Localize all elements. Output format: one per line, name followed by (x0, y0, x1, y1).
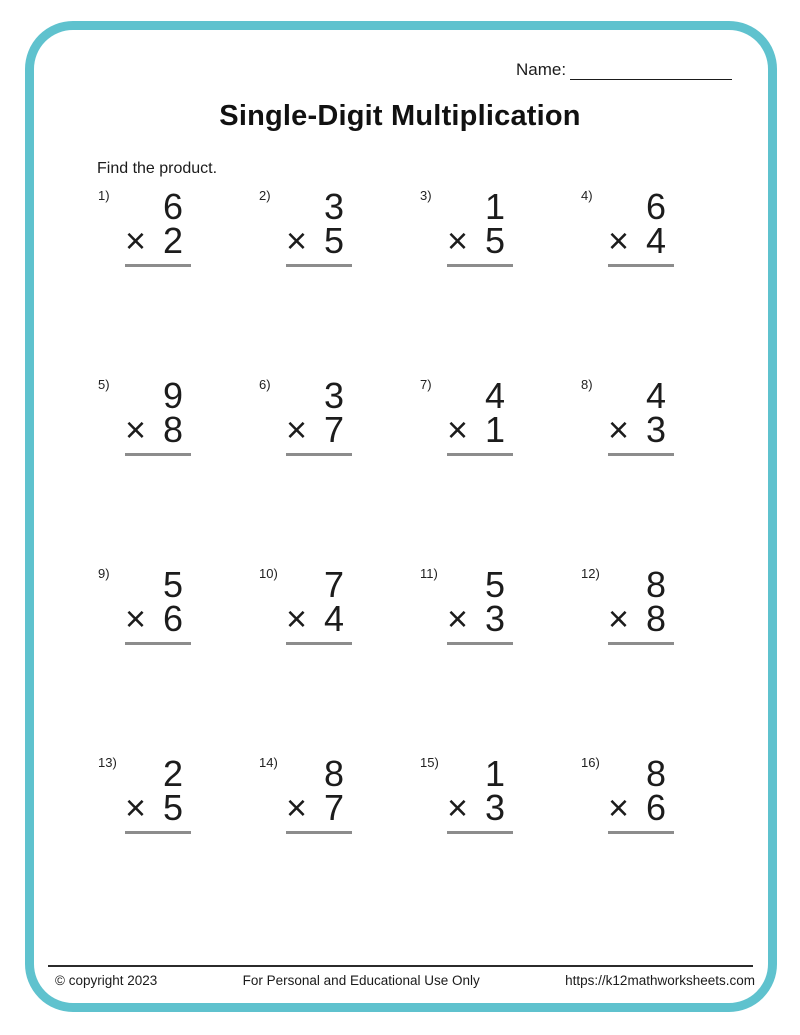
problem-work (447, 375, 513, 456)
problem-cell (259, 566, 420, 755)
multiplicand: 3 (323, 186, 344, 227)
multiplication-sign: × (286, 787, 308, 828)
multiplication-sign: × (286, 598, 308, 639)
problem-cell (581, 188, 742, 377)
problem-number: 8) (581, 377, 593, 392)
problem-work (286, 753, 352, 834)
multiplier: 7 (323, 787, 344, 828)
problem-work (286, 375, 352, 456)
footer-usage: For Personal and Educational Use Only (242, 973, 480, 988)
answer-line (447, 831, 513, 834)
problem-cell (420, 566, 581, 755)
answer-line (125, 831, 191, 834)
multiplication-sign: × (125, 409, 147, 450)
answer-line (447, 264, 513, 267)
answer-line (447, 642, 513, 645)
problem-number: 7) (420, 377, 432, 392)
multiplier: 4 (323, 598, 344, 639)
problem-cell (98, 755, 259, 944)
problem-work (125, 564, 191, 645)
problem-work (447, 564, 513, 645)
multiplication-sign: × (286, 220, 308, 261)
problem-number: 1) (98, 188, 110, 203)
answer-line (286, 453, 352, 456)
name-blank-line (570, 64, 732, 80)
problem-cell (259, 188, 420, 377)
multiplier: 6 (162, 598, 183, 639)
problem-number: 5) (98, 377, 110, 392)
problem-number: 2) (259, 188, 271, 203)
footer-divider (48, 965, 753, 967)
name-row (516, 60, 732, 80)
problem-cell (420, 755, 581, 944)
problem-number: 12) (581, 566, 600, 581)
multiplicand: 6 (162, 186, 183, 227)
multiplier: 3 (484, 787, 505, 828)
problem-work (286, 186, 352, 267)
problem-number: 16) (581, 755, 600, 770)
multiplication-sign: × (125, 220, 147, 261)
multiplication-sign: × (447, 220, 469, 261)
multiplication-sign: × (608, 409, 630, 450)
multiplication-sign: × (608, 787, 630, 828)
multiplicand: 2 (162, 753, 183, 794)
problem-cell (98, 566, 259, 755)
problem-number: 13) (98, 755, 117, 770)
worksheet-title: Single-Digit Multiplication (219, 100, 581, 132)
answer-line (125, 264, 191, 267)
answer-line (286, 264, 352, 267)
problem-work (447, 753, 513, 834)
multiplier: 2 (162, 220, 183, 261)
problem-number: 11) (420, 566, 438, 581)
answer-line (125, 642, 191, 645)
footer-copyright: © copyright 2023 (55, 973, 158, 988)
problem-work (608, 753, 674, 834)
multiplication-sign: × (447, 598, 469, 639)
multiplicand: 6 (645, 186, 666, 227)
problem-number: 3) (420, 188, 432, 203)
multiplier: 5 (323, 220, 344, 261)
answer-line (608, 831, 674, 834)
problem-work (608, 375, 674, 456)
multiplicand: 5 (162, 564, 183, 605)
multiplicand: 8 (645, 564, 666, 605)
multiplication-sign: × (447, 787, 469, 828)
multiplication-sign: × (447, 409, 469, 450)
problems-grid (98, 188, 742, 944)
problem-cell (420, 188, 581, 377)
problem-work (125, 753, 191, 834)
multiplicand: 1 (484, 186, 505, 227)
multiplicand: 8 (645, 753, 666, 794)
multiplier: 7 (323, 409, 344, 450)
problem-cell (420, 377, 581, 566)
answer-line (608, 264, 674, 267)
problem-cell (98, 377, 259, 566)
multiplication-sign: × (608, 220, 630, 261)
problem-work (608, 186, 674, 267)
multiplier: 3 (484, 598, 505, 639)
problem-number: 6) (259, 377, 271, 392)
multiplicand: 8 (323, 753, 344, 794)
answer-line (286, 831, 352, 834)
footer-url: https://k12mathworksheets.com (565, 973, 755, 988)
problem-work (608, 564, 674, 645)
problem-cell (259, 377, 420, 566)
multiplier: 3 (645, 409, 666, 450)
multiplication-sign: × (125, 787, 147, 828)
answer-line (286, 642, 352, 645)
multiplier: 4 (645, 220, 666, 261)
problem-number: 15) (420, 755, 439, 770)
multiplier: 5 (162, 787, 183, 828)
multiplier: 6 (645, 787, 666, 828)
problem-cell (581, 377, 742, 566)
problem-number: 4) (581, 188, 593, 203)
multiplier: 8 (645, 598, 666, 639)
multiplicand: 5 (484, 564, 505, 605)
problem-work (125, 186, 191, 267)
problem-work (125, 375, 191, 456)
answer-line (447, 453, 513, 456)
answer-line (608, 642, 674, 645)
multiplier: 8 (162, 409, 183, 450)
name-label: Name: (516, 60, 567, 79)
multiplicand: 4 (484, 375, 505, 416)
problem-number: 10) (259, 566, 278, 581)
problem-number: 9) (98, 566, 110, 581)
multiplicand: 7 (323, 564, 344, 605)
answer-line (125, 453, 191, 456)
multiplicand: 3 (323, 375, 344, 416)
problem-cell (581, 566, 742, 755)
multiplier: 5 (484, 220, 505, 261)
multiplier: 1 (484, 409, 505, 450)
multiplication-sign: × (125, 598, 147, 639)
answer-line (608, 453, 674, 456)
multiplicand: 1 (484, 753, 505, 794)
problem-number: 14) (259, 755, 278, 770)
problem-work (447, 186, 513, 267)
multiplication-sign: × (286, 409, 308, 450)
footer (55, 973, 755, 988)
problem-work (286, 564, 352, 645)
multiplicand: 9 (162, 375, 183, 416)
instruction-text: Find the product. (97, 160, 218, 177)
problem-cell (259, 755, 420, 944)
problem-cell (581, 755, 742, 944)
multiplicand: 4 (645, 375, 666, 416)
multiplication-sign: × (608, 598, 630, 639)
problem-cell (98, 188, 259, 377)
